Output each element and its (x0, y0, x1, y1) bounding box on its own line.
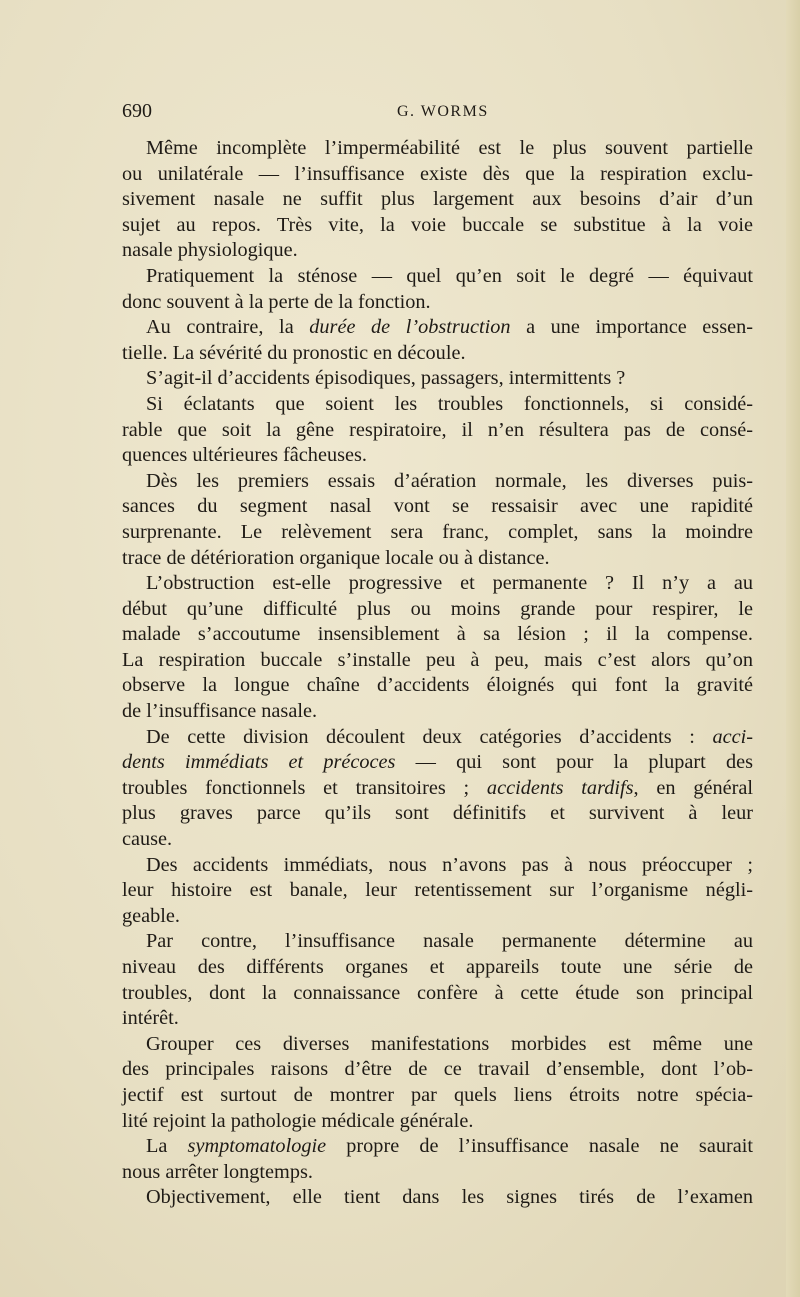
running-head: G. WORMS (397, 103, 489, 120)
text-line (122, 597, 753, 623)
text-segment: surprenante. Le relèvement sera franc, complet, sans la moindre (122, 520, 753, 543)
text-segment: sivement nasale ne suffit plus largement aux besoins d’air d’un (122, 188, 753, 211)
italic-text: acci- (712, 725, 753, 748)
text-segment: nous arrêter longtemps. (122, 1160, 313, 1183)
text-segment: lité rejoint la pathologie médicale générale. (122, 1109, 474, 1132)
text-segment: nasale physiologique. (122, 239, 298, 262)
page-header (122, 100, 752, 128)
text-segment: de l’insuffisance nasale. (122, 700, 318, 723)
text-segment: S’agit-il d’accidents épisodiques, passagers, intermittents ? (146, 367, 626, 390)
text-segment: trace de détérioration organique locale ou à distance. (122, 546, 550, 569)
text-line (122, 648, 753, 674)
text-line (122, 1185, 753, 1211)
text-line (122, 1160, 753, 1186)
text-line (122, 1057, 753, 1083)
text-segment: Grouper ces diverses manifestations morbides est même une (146, 1032, 753, 1055)
text-line (122, 187, 753, 213)
body-text (122, 136, 753, 1211)
page-number: 690 (122, 100, 152, 122)
text-line (122, 981, 753, 1007)
text-line (122, 801, 753, 827)
italic-text: dents immédiats et précoces (122, 751, 396, 774)
text-line (122, 238, 753, 264)
text-line (122, 571, 753, 597)
text-segment: De cette division découlent deux catégories d’accidents : (146, 725, 713, 748)
text-line (122, 1134, 753, 1160)
text-segment: quences ultérieures fâcheuses. (122, 444, 367, 467)
text-segment: Objectivement, elle tient dans les signes tirés de l’examen (146, 1186, 753, 1209)
italic-text: durée de l’obstruction (309, 316, 511, 339)
text-segment: donc souvent à la perte de la fonction. (122, 290, 431, 313)
text-line (122, 136, 753, 162)
text-line (122, 955, 753, 981)
text-line (122, 750, 753, 776)
text-line (122, 264, 753, 290)
text-line (122, 366, 753, 392)
text-line (122, 341, 753, 367)
text-segment: , en général (633, 776, 753, 799)
text-line (122, 1109, 753, 1135)
text-line (122, 622, 753, 648)
text-segment: ou unilatérale — l’insuffisance existe dès que la respiration exclu- (122, 162, 753, 185)
page-edge-shadow (786, 0, 800, 1297)
text-segment: sances du segment nasal vont se ressaisir avec une rapidité (122, 495, 753, 518)
text-segment: début qu’une difficulté plus ou moins grande pour respirer, le (122, 597, 753, 620)
text-line (122, 904, 753, 930)
text-segment: Même incomplète l’imperméabilité est le plus souvent partielle (146, 137, 753, 159)
text-line (122, 546, 753, 572)
text-line (122, 162, 753, 188)
text-segment: intérêt. (122, 1007, 179, 1030)
text-line (122, 213, 753, 239)
text-segment: plus graves parce qu’ils sont définitifs et survivent à leur (122, 802, 753, 825)
text-line (122, 929, 753, 955)
text-segment: rable que soit la gêne respiratoire, il n’en résultera pas de consé- (122, 418, 753, 441)
text-segment: troubles, dont la connaissance confère à cette étude son principal (122, 981, 753, 1004)
text-line (122, 725, 753, 751)
text-line (122, 699, 753, 725)
text-segment: Par contre, l’insuffisance nasale permanente détermine au (146, 930, 753, 953)
italic-text: symptomatologie (187, 1135, 327, 1158)
text-line (122, 853, 753, 879)
text-line (122, 315, 753, 341)
text-segment: leur histoire est banale, leur retentissement sur l’organisme négli- (122, 879, 753, 902)
text-segment: Des accidents immédiats, nous n’avons pas à nous préoccuper ; (146, 853, 753, 876)
text-segment: niveau des différents organes et appareils toute une série de (122, 956, 753, 978)
text-segment: a une importance essen- (510, 316, 753, 339)
text-line (122, 520, 753, 546)
text-segment: malade s’accoutume insensiblement à sa lésion ; il la compense. (122, 623, 753, 646)
text-line (122, 418, 753, 444)
text-line (122, 443, 753, 469)
text-segment: sujet au repos. Très vite, la voie buccale se substitue à la voie (122, 213, 753, 236)
text-line (122, 1083, 753, 1109)
text-segment: propre de l’insuffisance nasale ne saurait (326, 1135, 753, 1158)
text-line (122, 827, 753, 853)
text-line (122, 469, 753, 495)
text-segment: jectif est surtout de montrer par quels liens étroits notre spécia- (122, 1083, 753, 1106)
text-line (122, 673, 753, 699)
text-line (122, 1006, 753, 1032)
text-segment: — qui sont pour la plupart des (395, 751, 753, 774)
italic-text: accidents tardifs (486, 776, 634, 799)
text-segment: des principales raisons d’être de ce travail d’ensemble, dont l’ob- (122, 1058, 753, 1081)
text-segment: tielle. La sévérité du pronostic en découle. (122, 341, 466, 364)
text-segment: Pratiquement la sténose — quel qu’en soit le degré — équivaut (146, 264, 753, 287)
text-segment: Dès les premiers essais d’aération normale, les diverses puis- (146, 469, 753, 492)
text-line (122, 776, 753, 802)
text-segment: La respiration buccale s’installe peu à peu, mais c’est alors qu’on (122, 648, 753, 671)
text-segment: L’obstruction est-elle progressive et permanente ? Il n’y a au (146, 572, 753, 595)
text-segment: La (146, 1135, 188, 1158)
text-line (122, 392, 753, 418)
text-segment: geable. (122, 904, 180, 927)
text-line (122, 494, 753, 520)
text-segment: Si éclatants que soient les troubles fonctionnels, si considé- (146, 392, 753, 415)
text-segment: observe la longue chaîne d’accidents éloignés qui font la gravité (122, 674, 753, 697)
text-segment: troubles fonctionnels et transitoires ; (122, 776, 487, 799)
text-line (122, 290, 753, 316)
text-line (122, 878, 753, 904)
text-segment: Au contraire, la (146, 316, 310, 339)
text-segment: cause. (122, 828, 173, 851)
text-line (122, 1032, 753, 1058)
